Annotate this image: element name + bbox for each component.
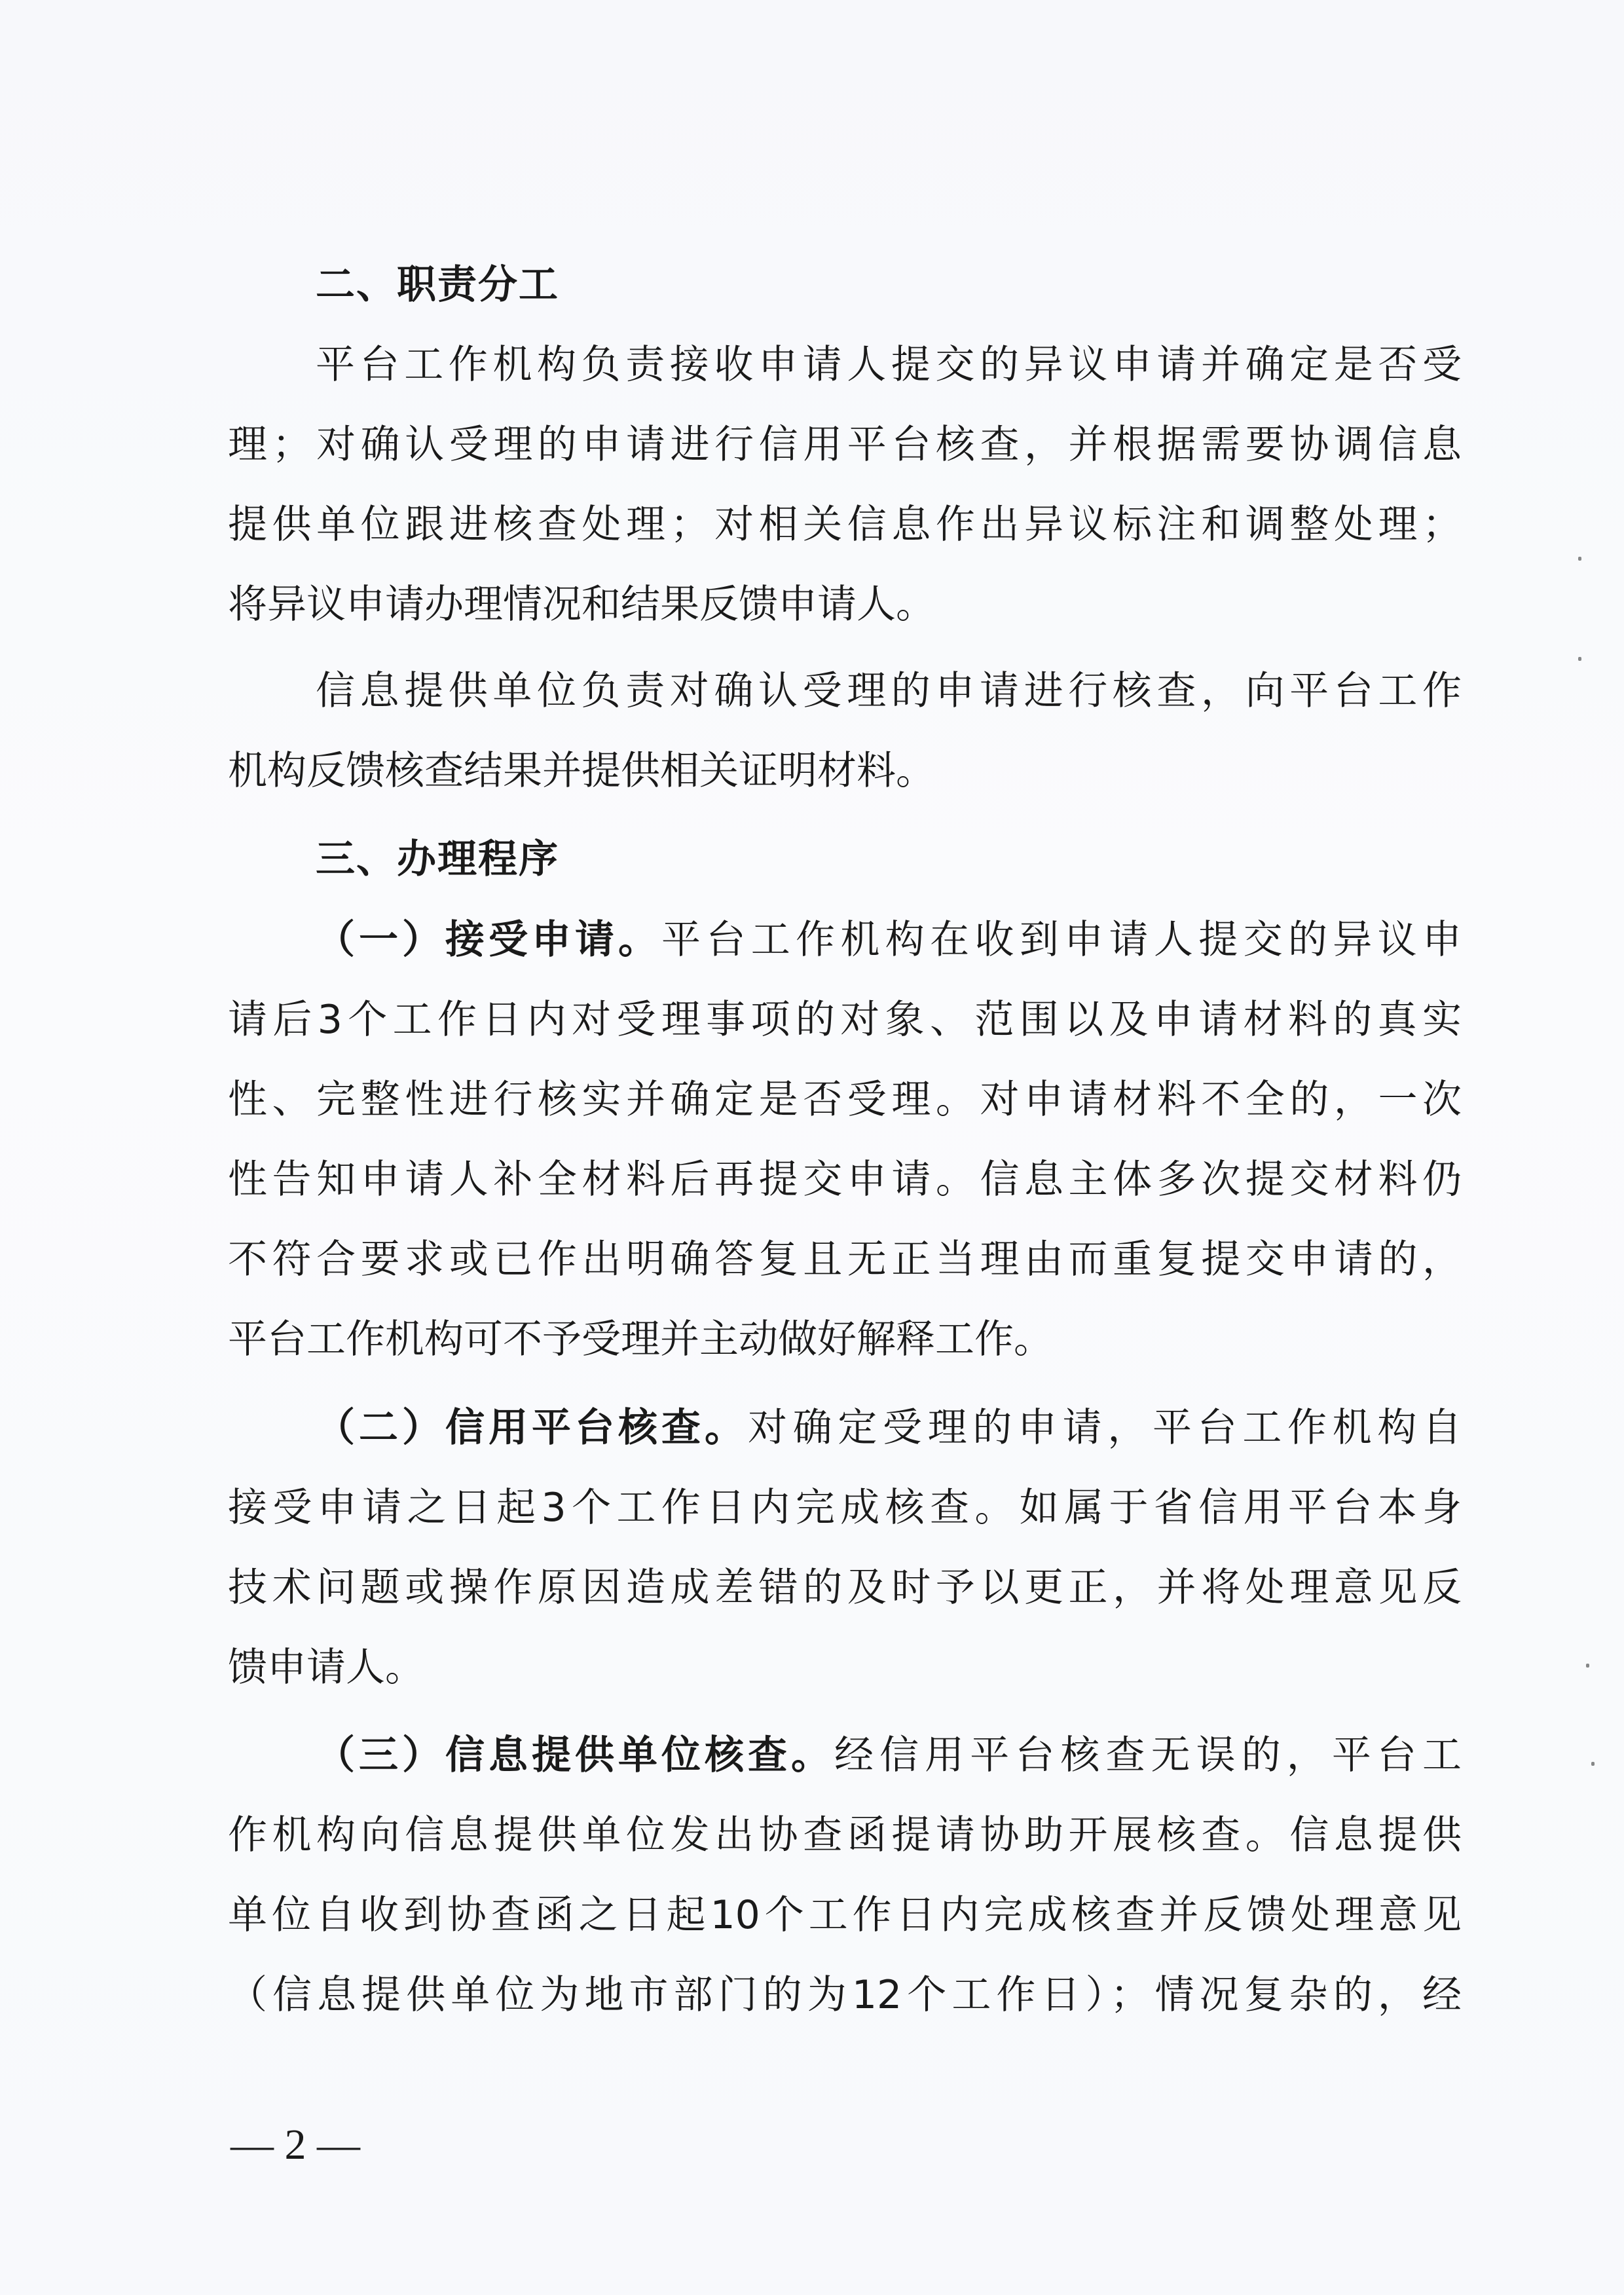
paragraph-text: 经信用平台核查无误的，平台工: [834, 1732, 1462, 1778]
paragraph-line: 信息提供单位负责对确认受理的申请进行核查，向平台工作: [316, 668, 1462, 714]
paragraph-line: 性、完整性进行核实并确定是否受理。对申请材料不全的，一次: [228, 1077, 1462, 1123]
paragraph-line: 接受申请之日起3个工作日内完成核查。如属于省信用平台本身: [228, 1485, 1462, 1531]
paragraph-line: 平台工作机构负责接收申请人提交的异议申请并确定是否受: [316, 342, 1462, 388]
page-number: — 2 —: [231, 2121, 360, 2169]
paragraph-line: 不符合要求或已作出明确答复且无正当理由而重复提交申请的，: [228, 1237, 1462, 1282]
paragraph-text: 对确定受理的申请，平台工作机构自: [748, 1405, 1462, 1451]
paragraph-line: 理；对确认受理的申请进行信用平台核查，并根据需要协调信息: [228, 422, 1462, 468]
paragraph-line: 提供单位跟进核查处理；对相关信息作出异议标注和调整处理；: [228, 502, 1462, 548]
paragraph-line: 馈申请人。: [228, 1645, 424, 1690]
paragraph-line: [316, 1402, 1462, 1454]
paragraph-line: 作机构向信息提供单位发出协查函提请协助开展核查。信息提供: [228, 1812, 1462, 1858]
subsection-lead-accept-application: （一）接受申请。: [316, 917, 661, 963]
paragraph-line: 技术问题或操作原因造成差错的及时予以更正，并将处理意见反: [228, 1565, 1462, 1611]
scan-artifact: [1591, 1762, 1595, 1766]
paragraph-line: 请后3个工作日内对受理事项的对象、范围以及申请材料的真实: [228, 997, 1462, 1043]
paragraph-line: 性告知申请人补全材料后再提交申请。信息主体多次提交材料仍: [228, 1157, 1462, 1203]
paragraph-text: 平台工作机构在收到申请人提交的异议申: [661, 917, 1462, 963]
paragraph-line: [316, 914, 1462, 966]
paragraph-line: （信息提供单位为地市部门的为12个工作日）；情况复杂的，经: [228, 1972, 1462, 2018]
paragraph-line: 单位自收到协查函之日起10个工作日内完成核查并反馈处理意见: [228, 1892, 1462, 1938]
subsection-lead-platform-check: （二）信用平台核查。: [316, 1405, 748, 1451]
section-heading-procedure: 三、办理程序: [316, 836, 559, 882]
section-heading-responsibilities: 二、职责分工: [316, 262, 559, 308]
paragraph-line: 平台工作机构可不予受理并主动做好解释工作。: [228, 1316, 1053, 1362]
scan-artifact: [1578, 657, 1581, 661]
subsection-lead-provider-check: （三）信息提供单位核查。: [316, 1732, 834, 1778]
paragraph-line: [316, 1729, 1462, 1782]
paragraph-line: 将异议申请办理情况和结果反馈申请人。: [228, 582, 935, 627]
scan-artifact: [1586, 1664, 1589, 1668]
scan-artifact: [1578, 557, 1581, 561]
paragraph-line: 机构反馈核查结果并提供相关证明材料。: [228, 748, 935, 794]
